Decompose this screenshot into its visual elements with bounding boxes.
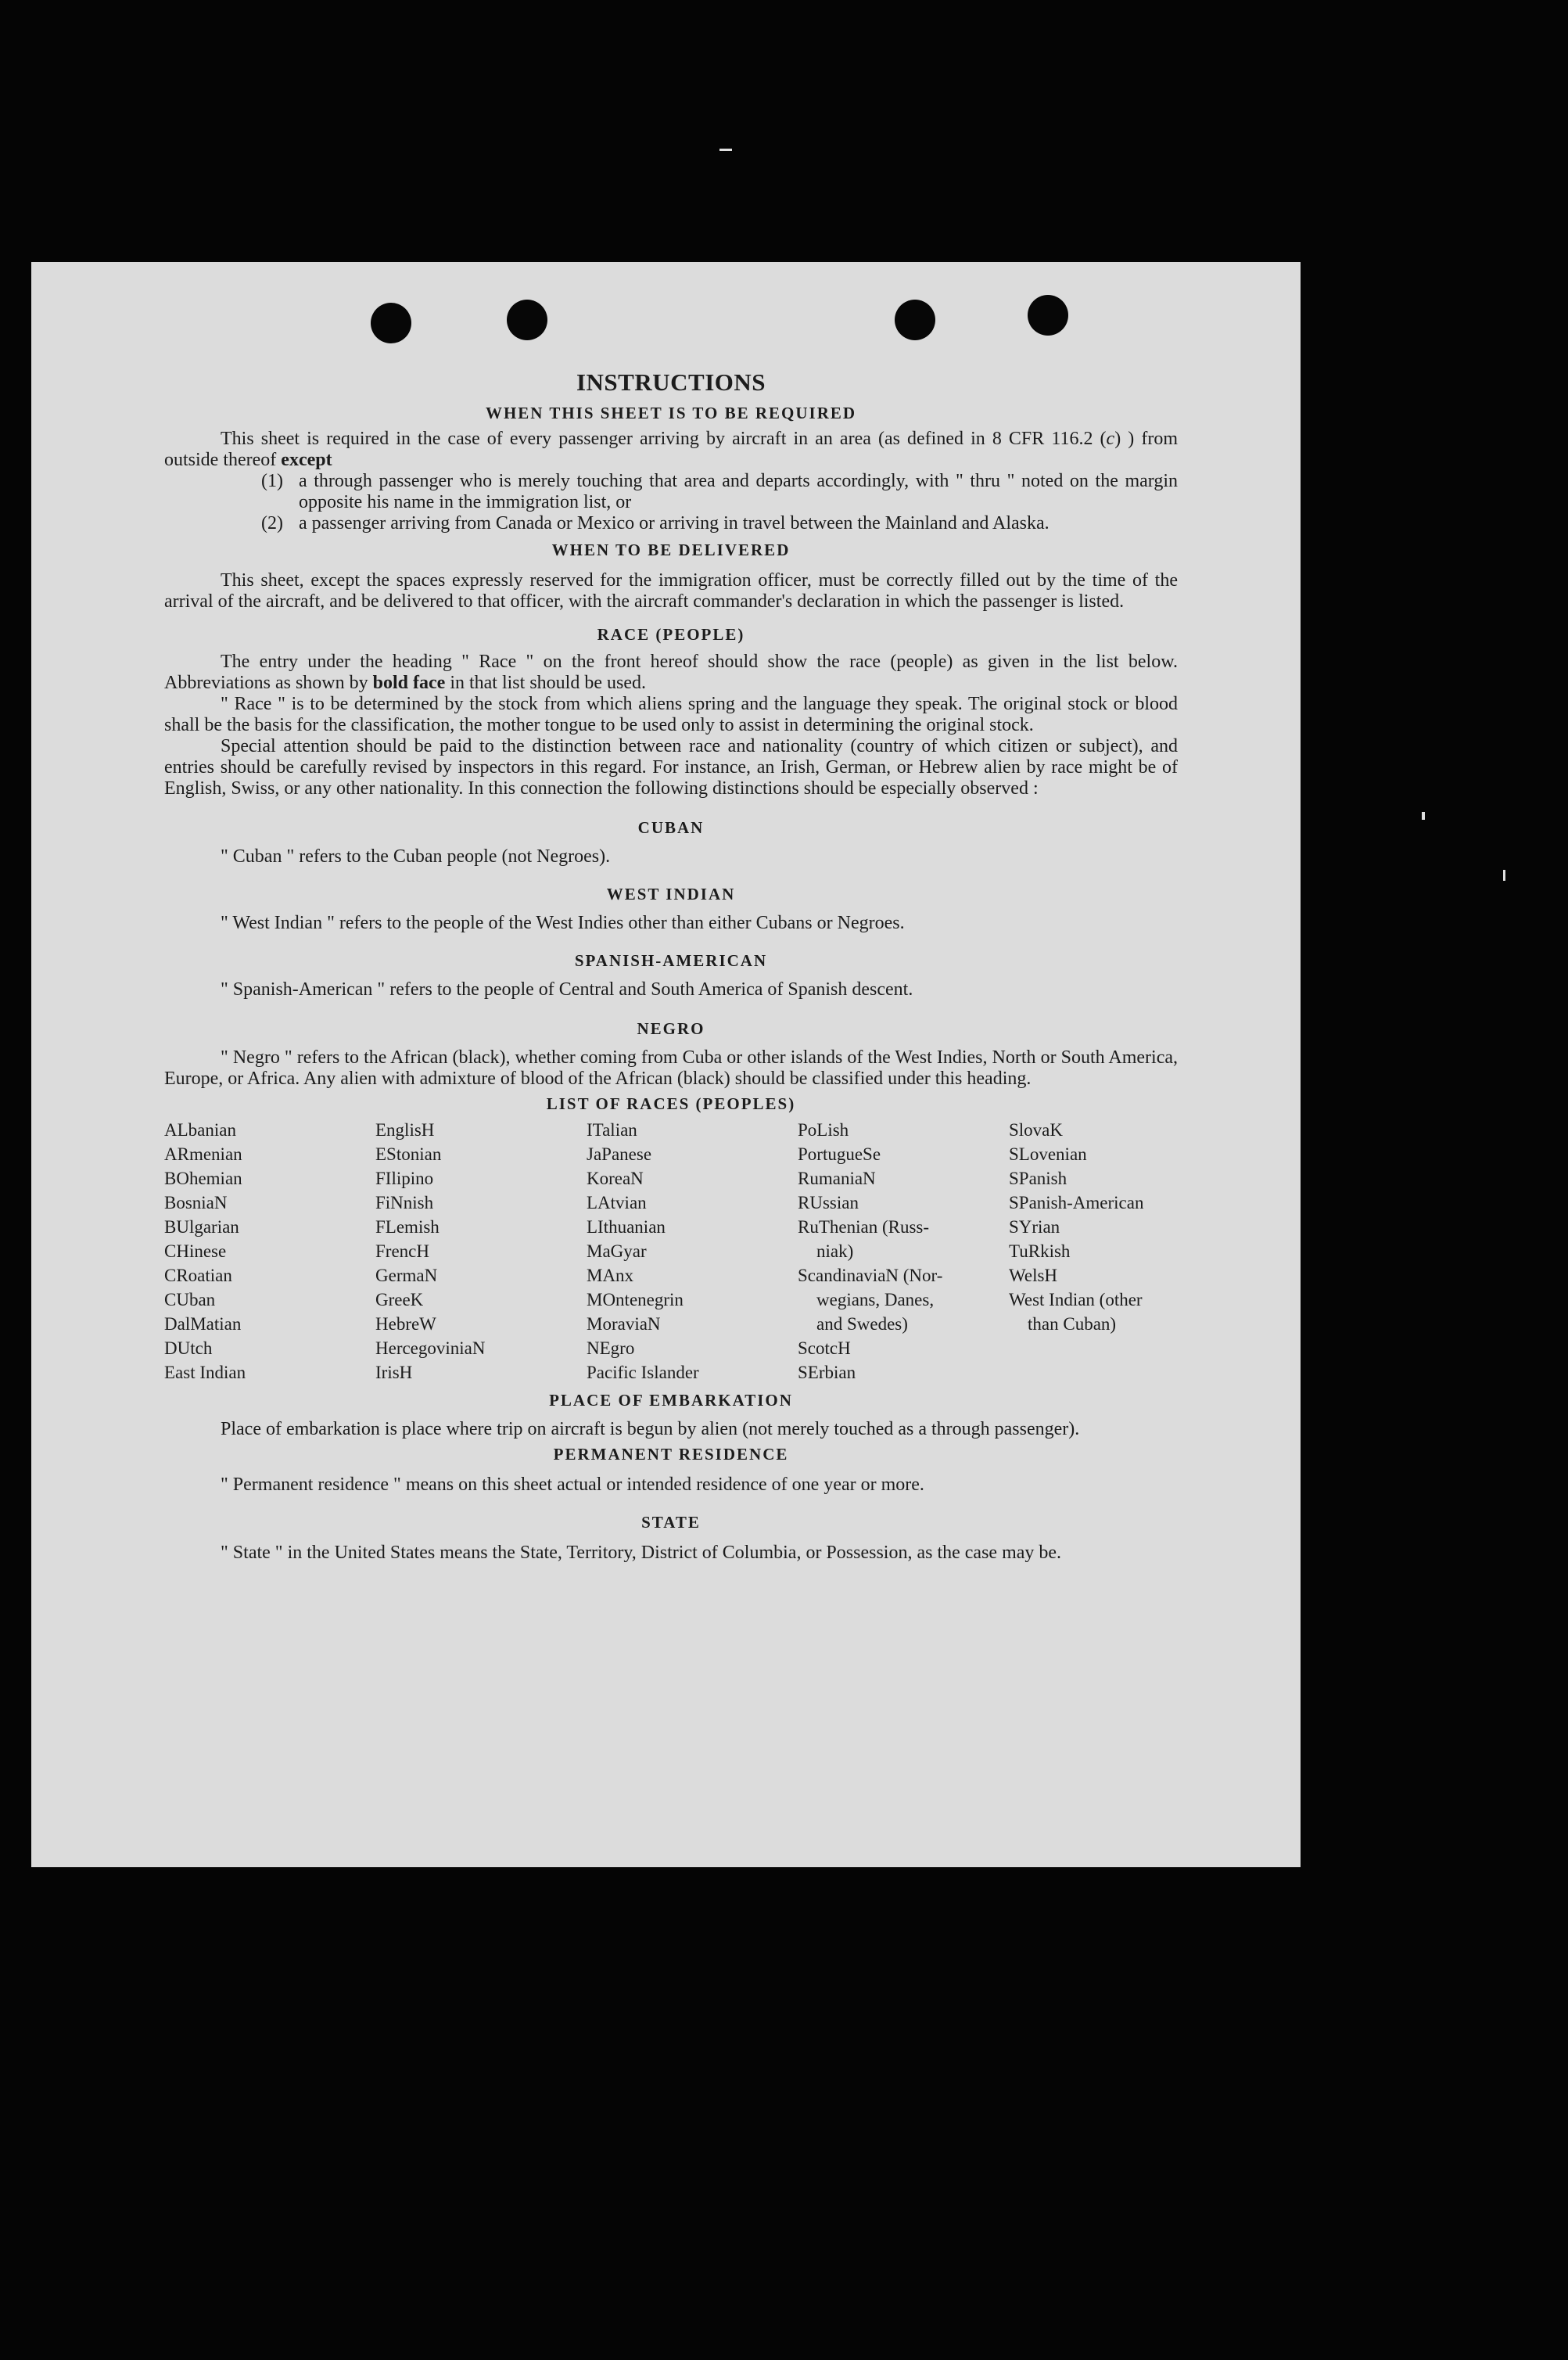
race-entry: MoraviaN — [587, 1314, 661, 1334]
item-number: (2) — [261, 513, 283, 533]
race-entry: ScandinaviaN (Nor- — [798, 1266, 943, 1285]
race-entry: TuRkish — [1009, 1241, 1071, 1261]
race-p1-text: The entry under the heading " Race " on the front hereof should show the race (people) as given in the list below. Abbreviations as shown by — [164, 652, 1178, 693]
race-entry: than Cuban) — [1028, 1314, 1117, 1334]
required-intro-subsection: c — [1106, 429, 1115, 449]
negro-text: " Negro " refers to the African (black), whether coming from Cuba or other islands of the West Indies, North or South America, Europe, or Africa. Any alien with admixture of blood of the African (black) should be classified under this heading. — [164, 1047, 1178, 1089]
race-entry: BosniaN — [164, 1193, 228, 1212]
race-entry: ALbanian — [164, 1120, 236, 1140]
punch-hole — [371, 303, 411, 343]
race-entry: WelsH — [1009, 1266, 1058, 1285]
race-entry: and Swedes) — [816, 1314, 908, 1334]
instructions-body — [164, 368, 1178, 1564]
race-entry: SLovenian — [1009, 1144, 1087, 1164]
race-entry: PortugueSe — [798, 1144, 881, 1164]
race-entry: JaPanese — [587, 1144, 652, 1164]
embarkation-text: Place of embarkation is place where trip on aircraft is begun by alien (not merely touched as a through passenger). — [221, 1419, 1080, 1439]
race-entry: ITalian — [587, 1120, 637, 1140]
race-entry: RUssian — [798, 1193, 859, 1212]
state-text: " State " in the United States means the State, Territory, District of Columbia, or Possession, as the case may be. — [221, 1543, 1062, 1563]
race-entry: West Indian (other — [1009, 1290, 1143, 1309]
race-entry: SYrian — [1009, 1217, 1060, 1237]
race-entry: MOntenegrin — [587, 1290, 684, 1309]
section-heading-delivered: WHEN TO BE DELIVERED — [551, 541, 791, 559]
race-entry: BUlgarian — [164, 1217, 239, 1237]
section-heading-embarkation: PLACE OF EMBARKATION — [549, 1391, 793, 1410]
punch-hole — [1028, 295, 1068, 336]
race-entry: RumaniaN — [798, 1169, 876, 1188]
race-entry: CHinese — [164, 1241, 227, 1261]
item-number: (1) — [261, 471, 283, 491]
race-entry: RuThenian (Russ- — [798, 1217, 930, 1237]
race-entry: MAnx — [587, 1266, 634, 1285]
race-entry: HebreW — [375, 1314, 436, 1334]
required-except: except — [281, 450, 332, 470]
cuban-text: " Cuban " refers to the Cuban people (not Negroes). — [221, 846, 611, 867]
section-heading-race: RACE (PEOPLE) — [597, 625, 745, 644]
race-entry: LIthuanian — [587, 1217, 666, 1237]
exception-item-2 — [164, 513, 1178, 534]
section-heading-negro: NEGRO — [637, 1019, 705, 1038]
race-entry: ARmenian — [164, 1144, 242, 1164]
race-p1-text: in that list should be used. — [450, 673, 646, 693]
race-paragraph-2: " Race " is to be determined by the stock from which aliens spring and the language they speak. The original stock or blood shall be the basis for the classification, the mother tongue to be used only to assist in determining the original stock. — [164, 694, 1178, 735]
west-indian-text: " West Indian " refers to the people of the West Indies other than either Cubans or Negroes. — [221, 913, 905, 933]
section-heading-required: WHEN THIS SHEET IS TO BE REQUIRED — [485, 404, 857, 422]
race-entry: GreeK — [375, 1290, 424, 1309]
scan-speck — [719, 149, 732, 151]
section-heading-state: STATE — [641, 1513, 701, 1532]
race-entry: SPanish-American — [1009, 1193, 1144, 1212]
race-entry: EnglisH — [375, 1120, 435, 1140]
races-column — [587, 1118, 798, 1385]
race-entry: DUtch — [164, 1338, 213, 1358]
race-entry: Pacific Islander — [587, 1363, 699, 1382]
punch-hole — [895, 300, 935, 340]
list-of-races-heading: LIST OF RACES (PEOPLES) — [546, 1094, 796, 1113]
required-intro-text: ) ) from outside thereof — [164, 429, 1179, 470]
delivered-text: This sheet, except the spaces expressly reserved for the immigration officer, must be correctly filled out by the time of the arrival of the aircraft, and be delivered to that officer, with the aircraft commander's declaration in which the passenger is listed. — [164, 570, 1178, 612]
race-entry: EStonian — [375, 1144, 442, 1164]
race-entry: SlovaK — [1009, 1120, 1063, 1140]
residence-text: " Permanent residence " means on this sheet actual or intended residence of one year or more. — [221, 1475, 924, 1495]
race-entry: CUban — [164, 1290, 216, 1309]
races-column — [1009, 1118, 1178, 1385]
race-entry: FIlipino — [375, 1169, 434, 1188]
section-heading-west-indian: WEST INDIAN — [606, 885, 736, 903]
scan-speck — [1503, 870, 1505, 881]
race-entry: SErbian — [798, 1363, 856, 1382]
punch-hole — [507, 300, 547, 340]
race-entry: wegians, Danes, — [816, 1290, 935, 1309]
race-entry: LAtvian — [587, 1193, 647, 1212]
race-entry: NEgro — [587, 1338, 635, 1358]
race-entry: ScotcH — [798, 1338, 851, 1358]
section-heading-spanish-american: SPANISH-AMERICAN — [574, 951, 768, 970]
section-heading-cuban: CUBAN — [637, 818, 705, 837]
race-entry: PoLish — [798, 1120, 849, 1140]
races-column — [798, 1118, 1009, 1385]
spanish-american-text: " Spanish-American " refers to the people of Central and South America of Spanish descent. — [221, 979, 913, 1000]
race-entry: East Indian — [164, 1363, 246, 1382]
instruction-sheet — [31, 262, 1301, 1867]
races-column — [164, 1118, 375, 1385]
race-entry: SPanish — [1009, 1169, 1067, 1188]
race-entry: CRoatian — [164, 1266, 232, 1285]
item-text: a passenger arriving from Canada or Mexico or arriving in travel between the Mainland and Alaska. — [299, 513, 1050, 533]
exception-item-1 — [164, 471, 1178, 513]
race-entry: DalMatian — [164, 1314, 242, 1334]
scan-speck — [1422, 812, 1425, 820]
race-paragraph-1 — [164, 652, 1178, 694]
race-entry: BOhemian — [164, 1169, 242, 1188]
race-entry: FrencH — [375, 1241, 429, 1261]
required-intro-text: This sheet is required in the case of every passenger arriving by aircraft in an area (as defined in 8 CFR 116.2 ( — [221, 429, 1107, 449]
item-text: a through passenger who is merely touching that area and departs accordingly, with " thru " noted on the margin opposite his name in the immigration list, or — [299, 471, 1178, 512]
race-paragraph-3: Special attention should be paid to the distinction between race and nationality (country of which citizen or subject), and entries should be carefully revised by inspectors in this regard. For instance, an Irish, German, or Hebrew alien by race might be of English, Swiss, or any other nationality. In this connection the following distinctions should be especially observed : — [164, 736, 1178, 799]
race-entry: HercegoviniaN — [375, 1338, 486, 1358]
race-entry: KoreaN — [587, 1169, 644, 1188]
bold-face-label: bold face — [372, 673, 446, 693]
races-list — [164, 1118, 1178, 1385]
required-intro — [164, 429, 1178, 471]
race-entry: FLemish — [375, 1217, 440, 1237]
races-column — [375, 1118, 587, 1385]
section-heading-residence: PERMANENT RESIDENCE — [553, 1445, 789, 1464]
page-title: INSTRUCTIONS — [576, 368, 766, 396]
race-entry: GermaN — [375, 1266, 438, 1285]
race-entry: IrisH — [375, 1363, 413, 1382]
race-entry: MaGyar — [587, 1241, 647, 1261]
race-entry: niak) — [816, 1241, 854, 1261]
race-entry: FiNnish — [375, 1193, 434, 1212]
